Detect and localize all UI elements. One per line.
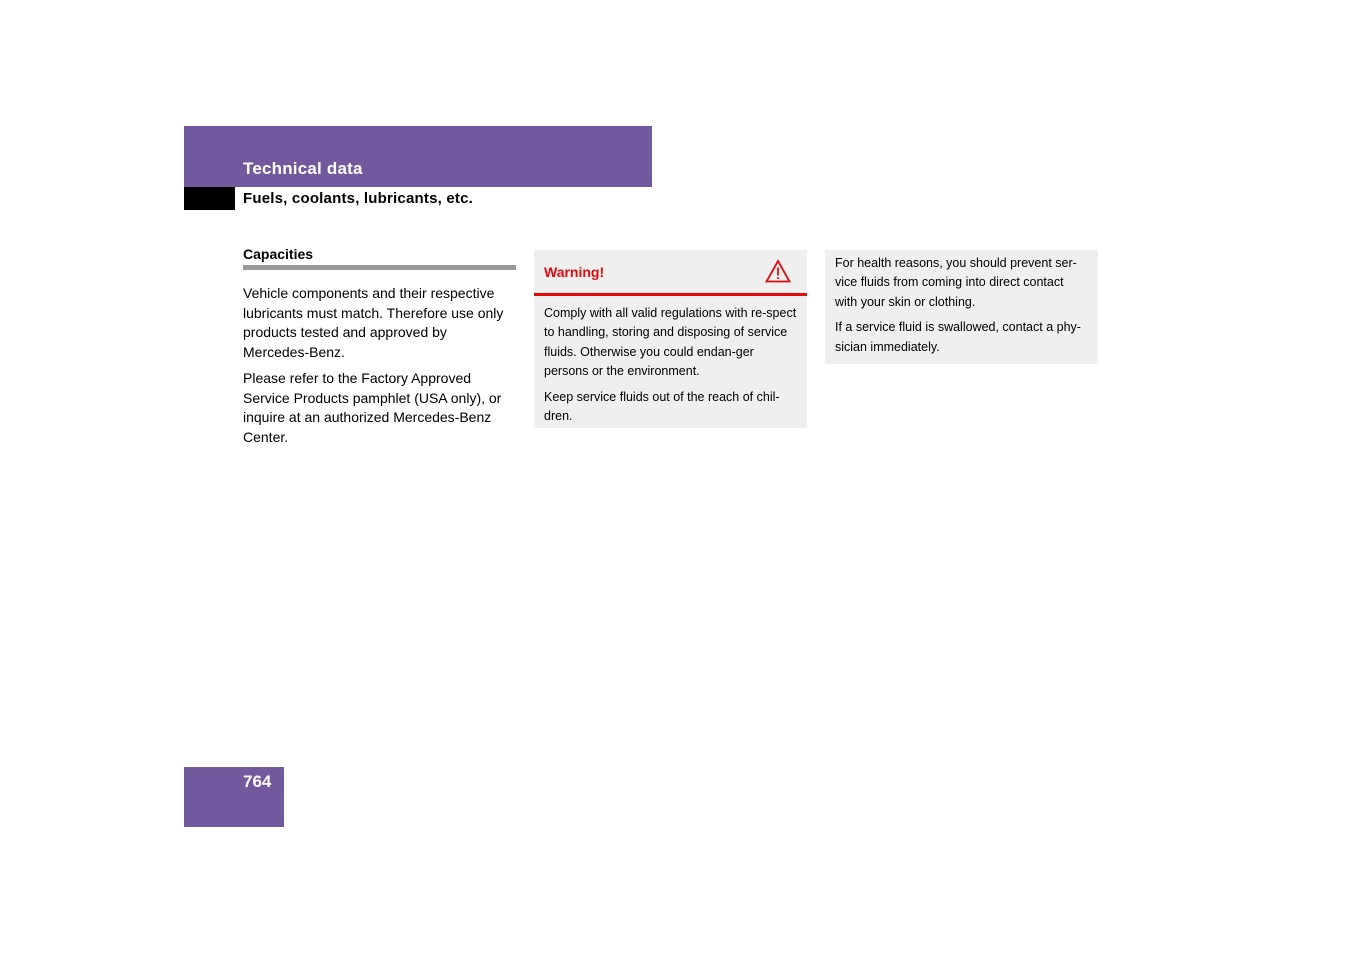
capacities-paragraph: Vehicle components and their respective lubricants must match. Therefore use only products tested and approved by Mercedes-Benz.	[243, 285, 504, 360]
info-box	[825, 250, 1098, 364]
info-paragraph: For health reasons, you should prevent ser-vice fluids from coming into direct contact with your skin or clothing.	[835, 256, 1077, 309]
info-paragraph: If a service fluid is swallowed, contact a phy-sician immediately.	[835, 320, 1081, 354]
capacities-column	[243, 246, 516, 454]
section-title: Technical data	[243, 159, 363, 178]
capacities-heading: Capacities	[243, 246, 516, 270]
section-marker	[184, 187, 235, 210]
warning-paragraph: Comply with all valid regulations with re-spect to handling, storing and disposing of service fluids. Otherwise you could endan-ger persons or the environment.	[544, 306, 797, 379]
warning-box	[534, 250, 807, 428]
warning-label: Warning!	[544, 264, 605, 280]
warning-triangle-icon	[765, 259, 791, 283]
warning-header	[534, 250, 807, 296]
subsection-title: Fuels, coolants, lubricants, etc.	[243, 190, 473, 207]
warning-paragraph: Keep service fluids out of the reach of chil-dren.	[544, 389, 780, 424]
capacities-paragraph: Please refer to the Factory Approved Service Products pamphlet (USA only), or inquire at an authorized Mercedes-Benz Center.	[243, 370, 502, 445]
page-number: 764	[243, 772, 272, 791]
